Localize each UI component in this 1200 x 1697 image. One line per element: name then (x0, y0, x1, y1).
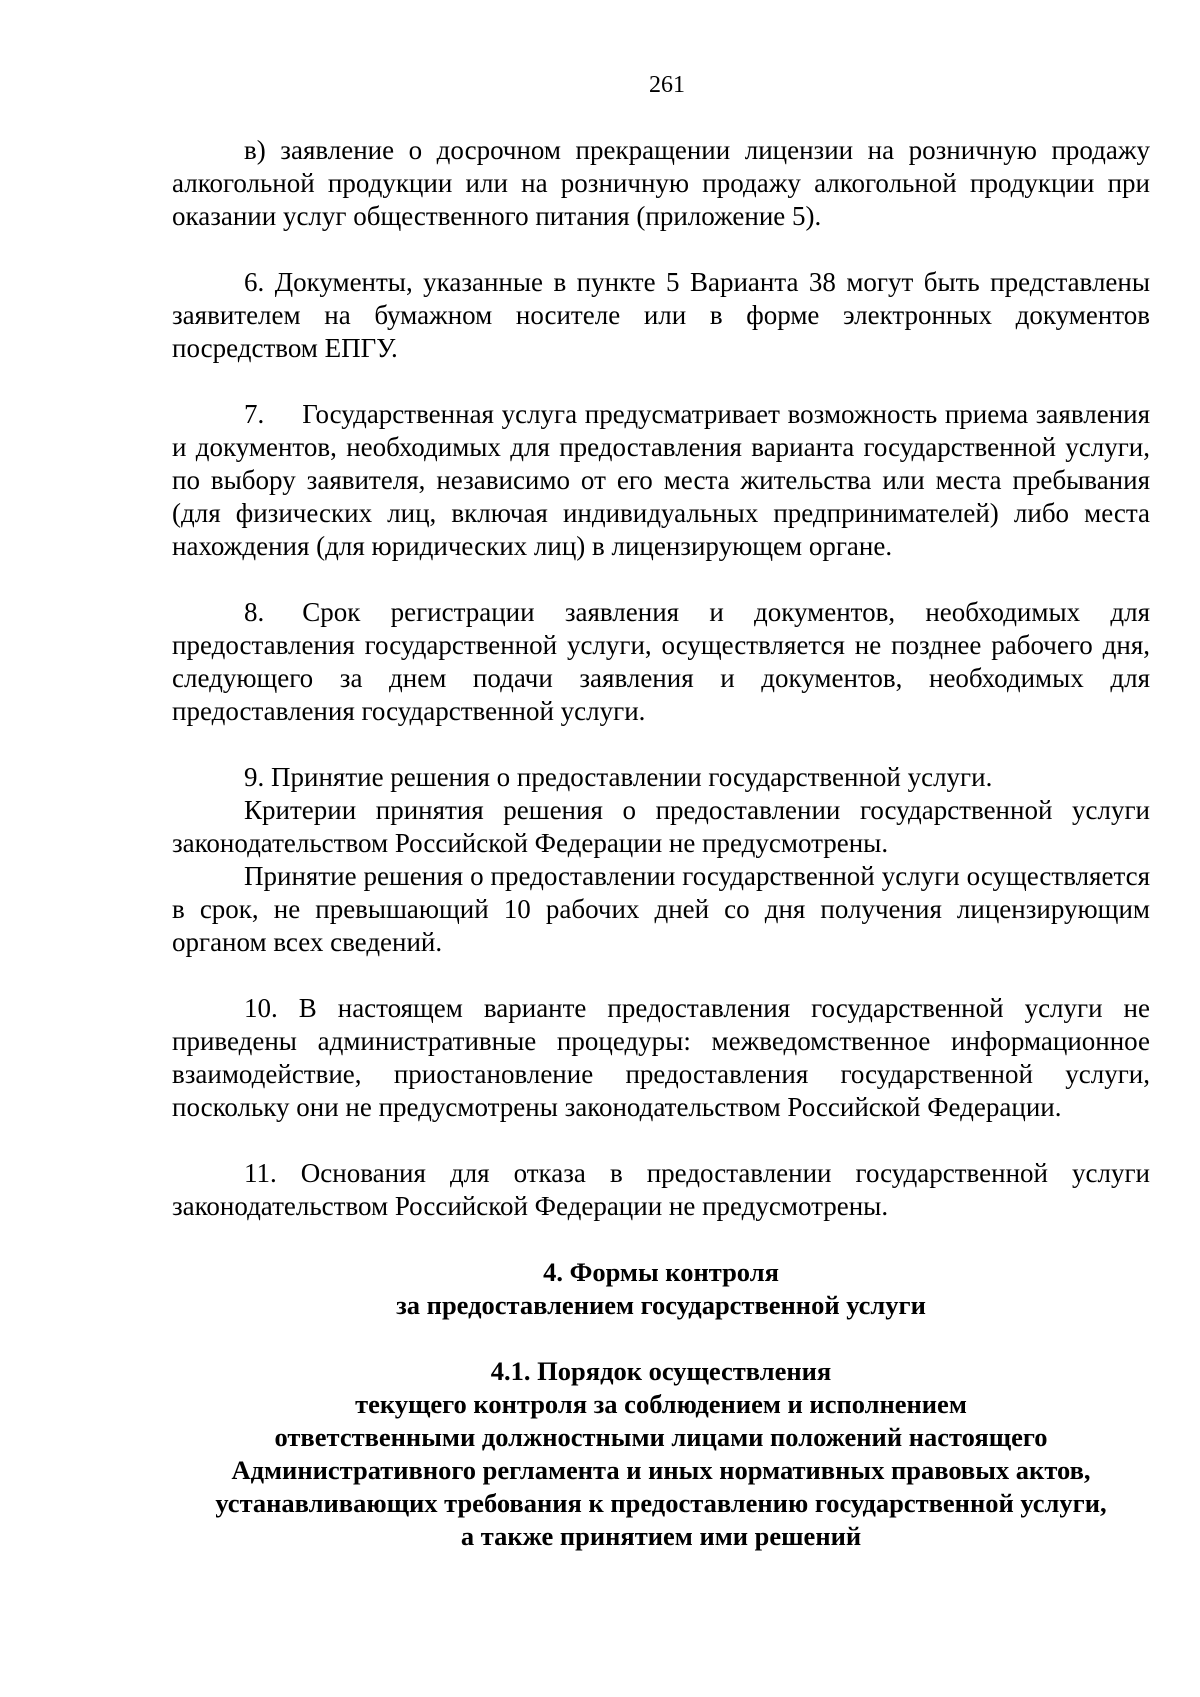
paragraph-9: 9. Принятие решения о предоставлении государственной услуги. (244, 762, 993, 792)
paragraph-6: 6. Документы, указанные в пункте 5 Варианта 38 могут быть представлены заявителем на бумажном носителе или в форме электронных документов посредством ЕПГУ. (172, 267, 1150, 363)
spacer (172, 1322, 1150, 1355)
paragraph-8-text: Срок регистрации заявления и документов, необходимых для предоставления государственной услуги, осуществляется не позднее рабочего дня, следующего за днем подачи заявления и документов, необходимых для предоставления государственной услуги. (172, 597, 1150, 726)
paragraph-10: 10. В настоящем варианте предоставления государственной услуги не приведены административные процедуры: межведомственное информационное взаимодействие, приостановление предоставления государственной услуги, поскольку они не предусмотрены законодательством Российской Федерации. (172, 993, 1150, 1122)
spacer (172, 728, 1150, 761)
paragraph-7-text: Государственная услуга предусматривает возможность приема заявления и документов, необходимых для предоставления варианта государственной услуги, по выбору заявителя, независимо от его места жительства или места пребывания (для физических лиц, включая индивидуальных предпринимателей) либо места нахождения (для юридических лиц) в лицензирующем органе. (172, 399, 1150, 561)
spacer (172, 959, 1150, 992)
spacer (172, 1223, 1150, 1256)
paragraph-7 (172, 398, 1150, 563)
paragraph-item-v: в) заявление о досрочном прекращении лицензии на розничную продажу алкогольной продукции или на розничную продажу алкогольной продукции при оказании услуг общественного питания (приложение 5). (172, 135, 1150, 231)
document-page (172, 70, 1150, 1553)
section-4-1-heading-line-6: а также принятием ими решений (460, 1521, 862, 1551)
section-4-1-heading-line-2: текущего контроля за соблюдением и исполнением (355, 1389, 967, 1419)
paragraph-9-term: Принятие решения о предоставлении государственной услуги осуществляется в срок, не превышающий 10 рабочих дней со дня получения лицензирующим органом всех сведений. (172, 861, 1150, 957)
section-4-1-heading-line-5: устанавливающих требования к предоставлению государственной услуги, (215, 1488, 1107, 1518)
section-4-1-heading-line-3: ответственными должностными лицами положений настоящего (274, 1422, 1048, 1452)
section-4-heading-line-1: 4. Формы контроля (543, 1257, 779, 1287)
spacer (172, 365, 1150, 398)
spacer (172, 233, 1150, 266)
section-4-1-heading-line-1: 4.1. Порядок осуществления (490, 1356, 832, 1386)
paragraph-8 (172, 596, 1150, 728)
paragraph-9-criteria: Критерии принятия решения о предоставлении государственной услуги законодательством Российской Федерации не предусмотрены. (172, 795, 1150, 858)
paragraph-7-number: 7. (244, 399, 265, 429)
paragraph-8-number: 8. (244, 597, 265, 627)
spacer (172, 563, 1150, 596)
section-4-1-heading-line-4: Административного регламента и иных нормативных правовых актов, (231, 1455, 1091, 1485)
section-4-heading-line-2: за предоставлением государственной услуги (396, 1290, 926, 1320)
spacer (172, 1124, 1150, 1157)
paragraph-11: 11. Основания для отказа в предоставлении государственной услуги законодательством Российской Федерации не предусмотрены. (172, 1158, 1150, 1221)
page-number: 261 (649, 72, 685, 98)
